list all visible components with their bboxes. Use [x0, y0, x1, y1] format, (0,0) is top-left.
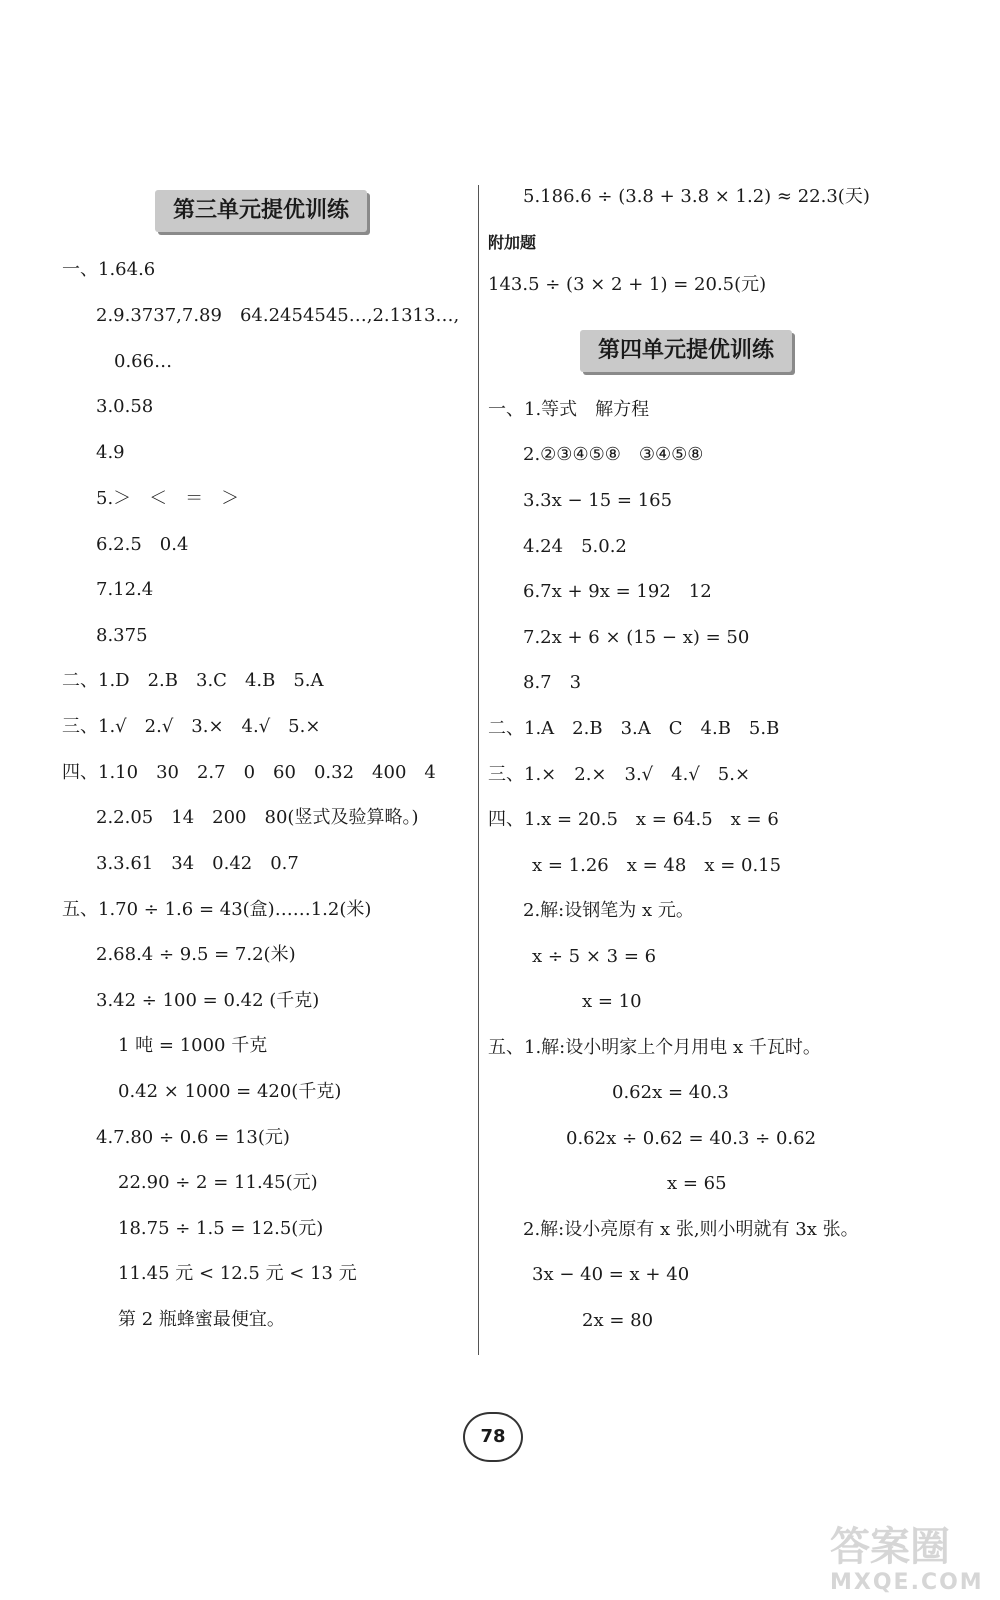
right-line: x = 65: [667, 1173, 727, 1194]
right-line: 三、1.× 2.× 3.√ 4.√ 5.×: [488, 764, 751, 785]
right-top-line: 5.186.6 ÷ (3.8 + 3.8 × 1.2) ≈ 22.3(天): [523, 186, 870, 207]
left-line: 8.375: [96, 625, 148, 646]
left-line: 0.42 × 1000 = 420(千克): [118, 1081, 342, 1102]
watermark-url: MXQE.COM: [830, 1570, 984, 1595]
left-line: 5.＞ ＜ ＝ ＞: [96, 488, 240, 509]
right-line: 2.解:设钢笔为 x 元。: [523, 900, 694, 921]
left-line: 一、1.64.6: [62, 259, 156, 280]
left-line: 四、1.10 30 2.7 0 60 0.32 400 4: [62, 762, 436, 783]
left-line: 二、1.D 2.B 3.C 4.B 5.A: [62, 670, 324, 691]
right-line: 3.3x − 15 = 165: [523, 490, 673, 511]
right-line: 8.7 3: [523, 672, 582, 693]
left-line: 7.12.4: [96, 579, 154, 600]
left-line: 2.9.3737,7.89 64.2454545…,2.1313…,: [96, 305, 460, 326]
left-line: 2.68.4 ÷ 9.5 = 7.2(米): [96, 944, 296, 965]
left-line: 三、1.√ 2.√ 3.× 4.√ 5.×: [62, 716, 321, 737]
right-line: 7.2x + 6 × (15 − x) = 50: [523, 627, 750, 648]
unit4-title: 第四单元提优训练: [580, 330, 792, 372]
right-line: 0.62x = 40.3: [612, 1082, 729, 1103]
left-line: 2.2.05 14 200 80(竖式及验算略。): [96, 807, 419, 828]
right-line: 2.②③④⑤⑧ ③④⑤⑧: [523, 444, 704, 465]
left-line: 3.3.61 34 0.42 0.7: [96, 853, 299, 874]
left-line: 4.7.80 ÷ 0.6 = 13(元): [96, 1127, 290, 1148]
right-line: 二、1.A 2.B 3.A C 4.B 5.B: [488, 718, 780, 739]
left-line: 五、1.70 ÷ 1.6 = 43(盒)……1.2(米): [62, 899, 372, 920]
column-divider: [478, 185, 479, 1355]
right-line: 3x − 40 = x + 40: [532, 1264, 690, 1285]
page-number: 78: [463, 1412, 523, 1462]
bonus-label: 附加题: [488, 233, 537, 252]
right-line: 2x = 80: [582, 1310, 654, 1331]
left-line: 0.66…: [114, 351, 173, 372]
right-line: x = 1.26 x = 48 x = 0.15: [532, 855, 782, 876]
left-line: 第 2 瓶蜂蜜最便宜。: [118, 1309, 285, 1330]
right-line: 一、1.等式 解方程: [488, 399, 650, 420]
watermark-logo: 答案圈: [830, 1524, 950, 1570]
left-line: 22.90 ÷ 2 = 11.45(元): [118, 1172, 318, 1193]
left-line: 11.45 元 < 12.5 元 < 13 元: [118, 1263, 357, 1284]
left-line: 4.9: [96, 442, 125, 463]
left-line: 3.42 ÷ 100 = 0.42 (千克): [96, 990, 320, 1011]
unit3-title: 第三单元提优训练: [155, 190, 367, 232]
right-line: 4.24 5.0.2: [523, 536, 627, 557]
bonus-line: 143.5 ÷ (3 × 2 + 1) = 20.5(元): [488, 274, 767, 295]
right-line: x ÷ 5 × 3 = 6: [532, 946, 657, 967]
left-line: 3.0.58: [96, 396, 154, 417]
right-line: 2.解:设小亮原有 x 张,则小明就有 3x 张。: [523, 1219, 859, 1240]
right-line: 四、1.x = 20.5 x = 64.5 x = 6: [488, 809, 779, 830]
left-line: 18.75 ÷ 1.5 = 12.5(元): [118, 1218, 324, 1239]
right-line: 0.62x ÷ 0.62 = 40.3 ÷ 0.62: [566, 1128, 817, 1149]
right-line: 6.7x + 9x = 192 12: [523, 581, 712, 602]
left-line: 6.2.5 0.4: [96, 534, 189, 555]
left-line: 1 吨 = 1000 千克: [118, 1035, 268, 1056]
right-line: x = 10: [582, 991, 642, 1012]
right-line: 五、1.解:设小明家上个月用电 x 千瓦时。: [488, 1037, 821, 1058]
